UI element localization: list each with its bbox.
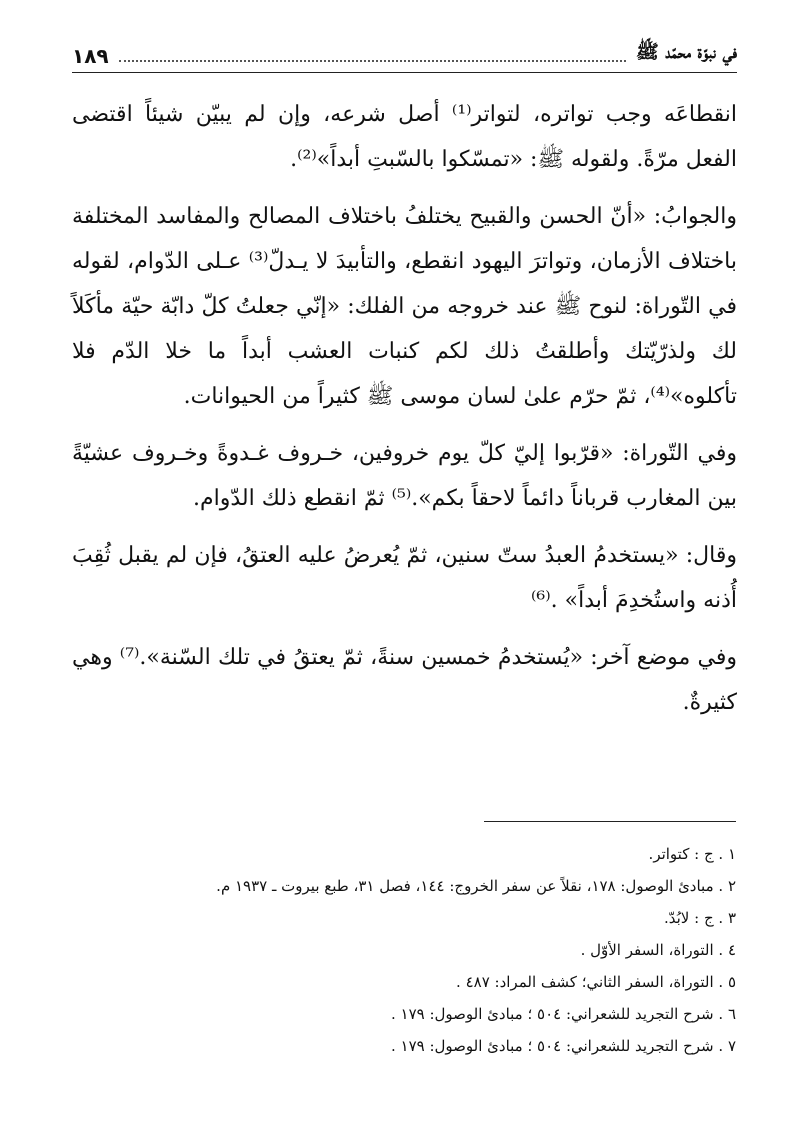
paragraph-1: انقطاعَه وجب تواتره، لتواتر⁽¹⁾ أصل شرعه، وإن لم يبيّن شيئاً اقتضى الفعل مرّةً. ولقوله ﷺ: «تمسّكوا بالسّبتِ أبداً»⁽²⁾. (72, 102, 737, 172)
main-text (72, 92, 737, 737)
header-title: في نبوّة محمّد ﷺ (635, 41, 737, 63)
page-number: ١٨٩ (72, 44, 109, 68)
footnote-5: ٥ . التوراة، السفر الثاني؛ كشف المراد: ٤٨٧ . (456, 973, 736, 991)
footnote-7: ٧ . شرح التجريد للشعراني: ٥٠٤ ؛ مبادئ الوصول: ١٧٩ . (390, 1037, 736, 1055)
footnote-1: ١ . ج : كتواتر. (648, 845, 736, 863)
footnote-6: ٦ . شرح التجريد للشعراني: ٥٠٤ ؛ مبادئ الوصول: ١٧٩ . (390, 1005, 736, 1023)
paragraph-3: وفي التّوراة: «قرّبوا إليّ كلّ يوم خروفين، خـروف غـدوةً وخـروف عشيّةً بين المغارب قرباناً دائماً لاحقاً بكم».⁽⁵⁾ ثمّ انقطع ذلك الدّوام. (72, 441, 737, 511)
footnote-4: ٤ . التوراة، السفر الأوّل . (580, 941, 736, 959)
footnote-3: ٣ . ج : لابُدّ. (663, 909, 736, 927)
paragraph-2: والجوابُ: «أنّ الحسن والقبيح يختلفُ باختلاف المصالح والمفاسد المختلفة باختلاف الأزمان، وتواترَ اليهود انقطع، والتأبيدَ لا يـدلّ⁽³⁾ عـلى الدّوام، لقوله في التّوراة: لنوح ﷺ عند خروجه من الفلك: «إنّي جعلتُ كلّ دابّة حيّة مأكَلاً لك ولذرّيّتك وأطلقتُ ذلك لكم كنبات العشب أبداً ما خلا الدّم فلا تأكلوه»⁽⁴⁾، ثمّ حرّم علىٰ لسان موسى ﷺ كثيراً من الحيوانات. (72, 204, 737, 409)
paragraph-4: وقال: «يستخدمُ العبدُ ستّ سنين، ثمّ يُعرضُ عليه العتقُ، فإن لم يقبل ثُقِبَ أُذنه واستُخدِمَ أبداً» .⁽⁶⁾ (72, 543, 737, 613)
footnote-2: ٢ . مبادئ الوصول: ١٧٨، نقلاً عن سفر الخروج: ١٤٤، فصل ٣١، طبع بيروت ـ ١٩٣٧ م. (216, 877, 736, 895)
footnote-divider (484, 821, 736, 822)
header-leader-dots (119, 60, 626, 62)
footnotes-list (71, 838, 736, 1062)
paragraph-5: وفي موضع آخر: «يُستخدمُ خمسين سنةً، ثمّ يعتقُ في تلك السّنة».⁽⁷⁾ وهي كثيرةٌ. (72, 645, 737, 715)
running-header (72, 38, 737, 73)
